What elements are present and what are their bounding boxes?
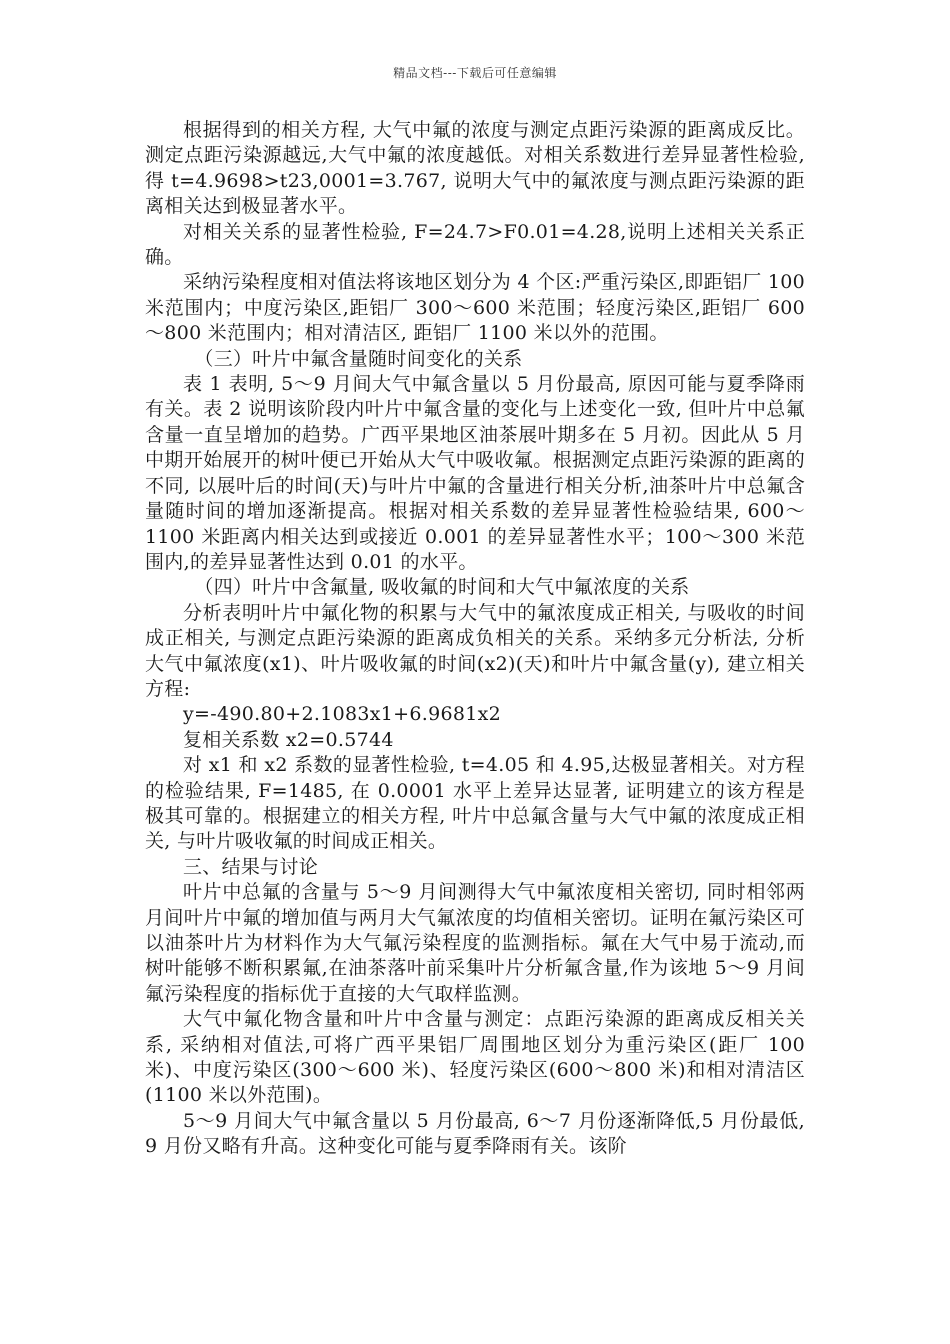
section-heading-3: （三）叶片中氟含量随时间变化的关系: [194, 347, 523, 370]
paragraph-results-2: 大气中氟化物含量和叶片中含量与测定：点距污染源的距离成反相关关系, 采纳相对值法,可将广西平果铝厂周围地区划分为重污染区(距厂 100 米)、中度污染区(300～600 米)、轻度污染区(600～800 米)和相对清洁区(1100 米以外范围)。: [145, 1008, 805, 1107]
paragraph-pollution-zones: 采纳污染程度相对值法将该地区划分为 4 个区:严重污染区,即距铝厂 100 米范围内；中度污染区,距铝厂 300～600 米范围；轻度污染区,距铝厂 600～800 米范围内；相对清洁区, 距铝厂 1100 米以外的范围。: [145, 271, 806, 345]
section-heading-4: （四）叶片中含氟量, 吸收氟的时间和大气中氟浓度的关系: [194, 576, 690, 599]
paragraph-time-variation: 表 1 表明, 5～9 月间大气中氟含量以 5 月份最高, 原因可能与夏季降雨有关。表 2 说明该阶段内叶片中氟含量的变化与上述变化一致, 但叶片中总氟含量一直呈增加的趋势。广西平果地区油茶展叶期多在 5 月初。因此从 5 月中期开始展开的树叶便已开始从大气中吸收氟。根据测定点距污染源的距离的不同, 以展叶后的时间(天)与叶片中氟的含量进行相关分析,油茶叶片中总氟含量随时间的增加逐渐提高。根据对相关系数的差异显著性检验结果, 600～1100 米距离内相关达到或接近 0.001 的差异显著性水平；100～300 米范围内,的差异显著性达到 0.01 的水平。: [145, 373, 805, 573]
paragraph-significance-test: 对相关关系的显著性检验, F=24.7>F0.01=4.28,说明上述相关关系正确。: [145, 220, 805, 269]
paragraph-results-1: 叶片中总氟的含量与 5～9 月间测得大气中氟浓度相关密切, 同时相邻两月间叶片中氟的增加值与两月大气氟浓度的均值相关密切。证明在氟污染区可以油茶叶片为材料作为大气氟污染程度的监测指标。氟在大气中易于流动,而树叶能够不断积累氟,在油茶落叶前采集叶片分析氟含量,作为该地 5～9 月间氟污染程度的指标优于直接的大气取样监测。: [145, 881, 805, 1005]
document-body: [145, 118, 805, 1160]
section-heading-results: 三、结果与讨论: [183, 855, 319, 878]
page-header: 精品文档---下载后可任意编辑: [393, 66, 557, 80]
paragraph-multivariate-analysis: 分析表明叶片中氟化物的积累与大气中的氟浓度成正相关, 与吸收的时间成正相关, 与测定点距污染源的距离成负相关的关系。采纳多元分析法, 分析大气中氟浓度(x1)、叶片吸收氟的时间(x2)(天)和叶片中氟含量(y), 建立相关方程:: [145, 601, 805, 700]
paragraph-correlation: 根据得到的相关方程, 大气中氟的浓度与测定点距污染源的距离成反比。测定点距污染源越远,大气中氟的浓度越低。对相关系数进行差异显著性检验, 得 t=4.9698>t23,0001=3.767, 说明大气中的氟浓度与测点距污染源的距离相关达到极显著水平。: [145, 119, 805, 218]
paragraph-coefficient-test: 对 x1 和 x2 系数的显著性检验, t=4.05 和 4.95,达极显著相关。对方程的检验结果, F=1485, 在 0.0001 水平上差异达显著, 证明建立的该方程是极其可靠的。根据建立的相关方程, 叶片中总氟含量与大气中氟的浓度成正相关, 与叶片吸收氟的时间成正相关。: [145, 754, 805, 853]
paragraph-results-3: 5～9 月间大气中氟含量以 5 月份最高, 6～7 月份逐渐降低,5 月份最低, 9 月份又略有升高。这种变化可能与夏季降雨有关。该阶: [145, 1109, 805, 1158]
paragraph-multiple-correlation: 复相关系数 x2=0.5744: [183, 728, 394, 751]
equation: y=-490.80+2.1083x1+6.9681x2: [183, 703, 502, 726]
